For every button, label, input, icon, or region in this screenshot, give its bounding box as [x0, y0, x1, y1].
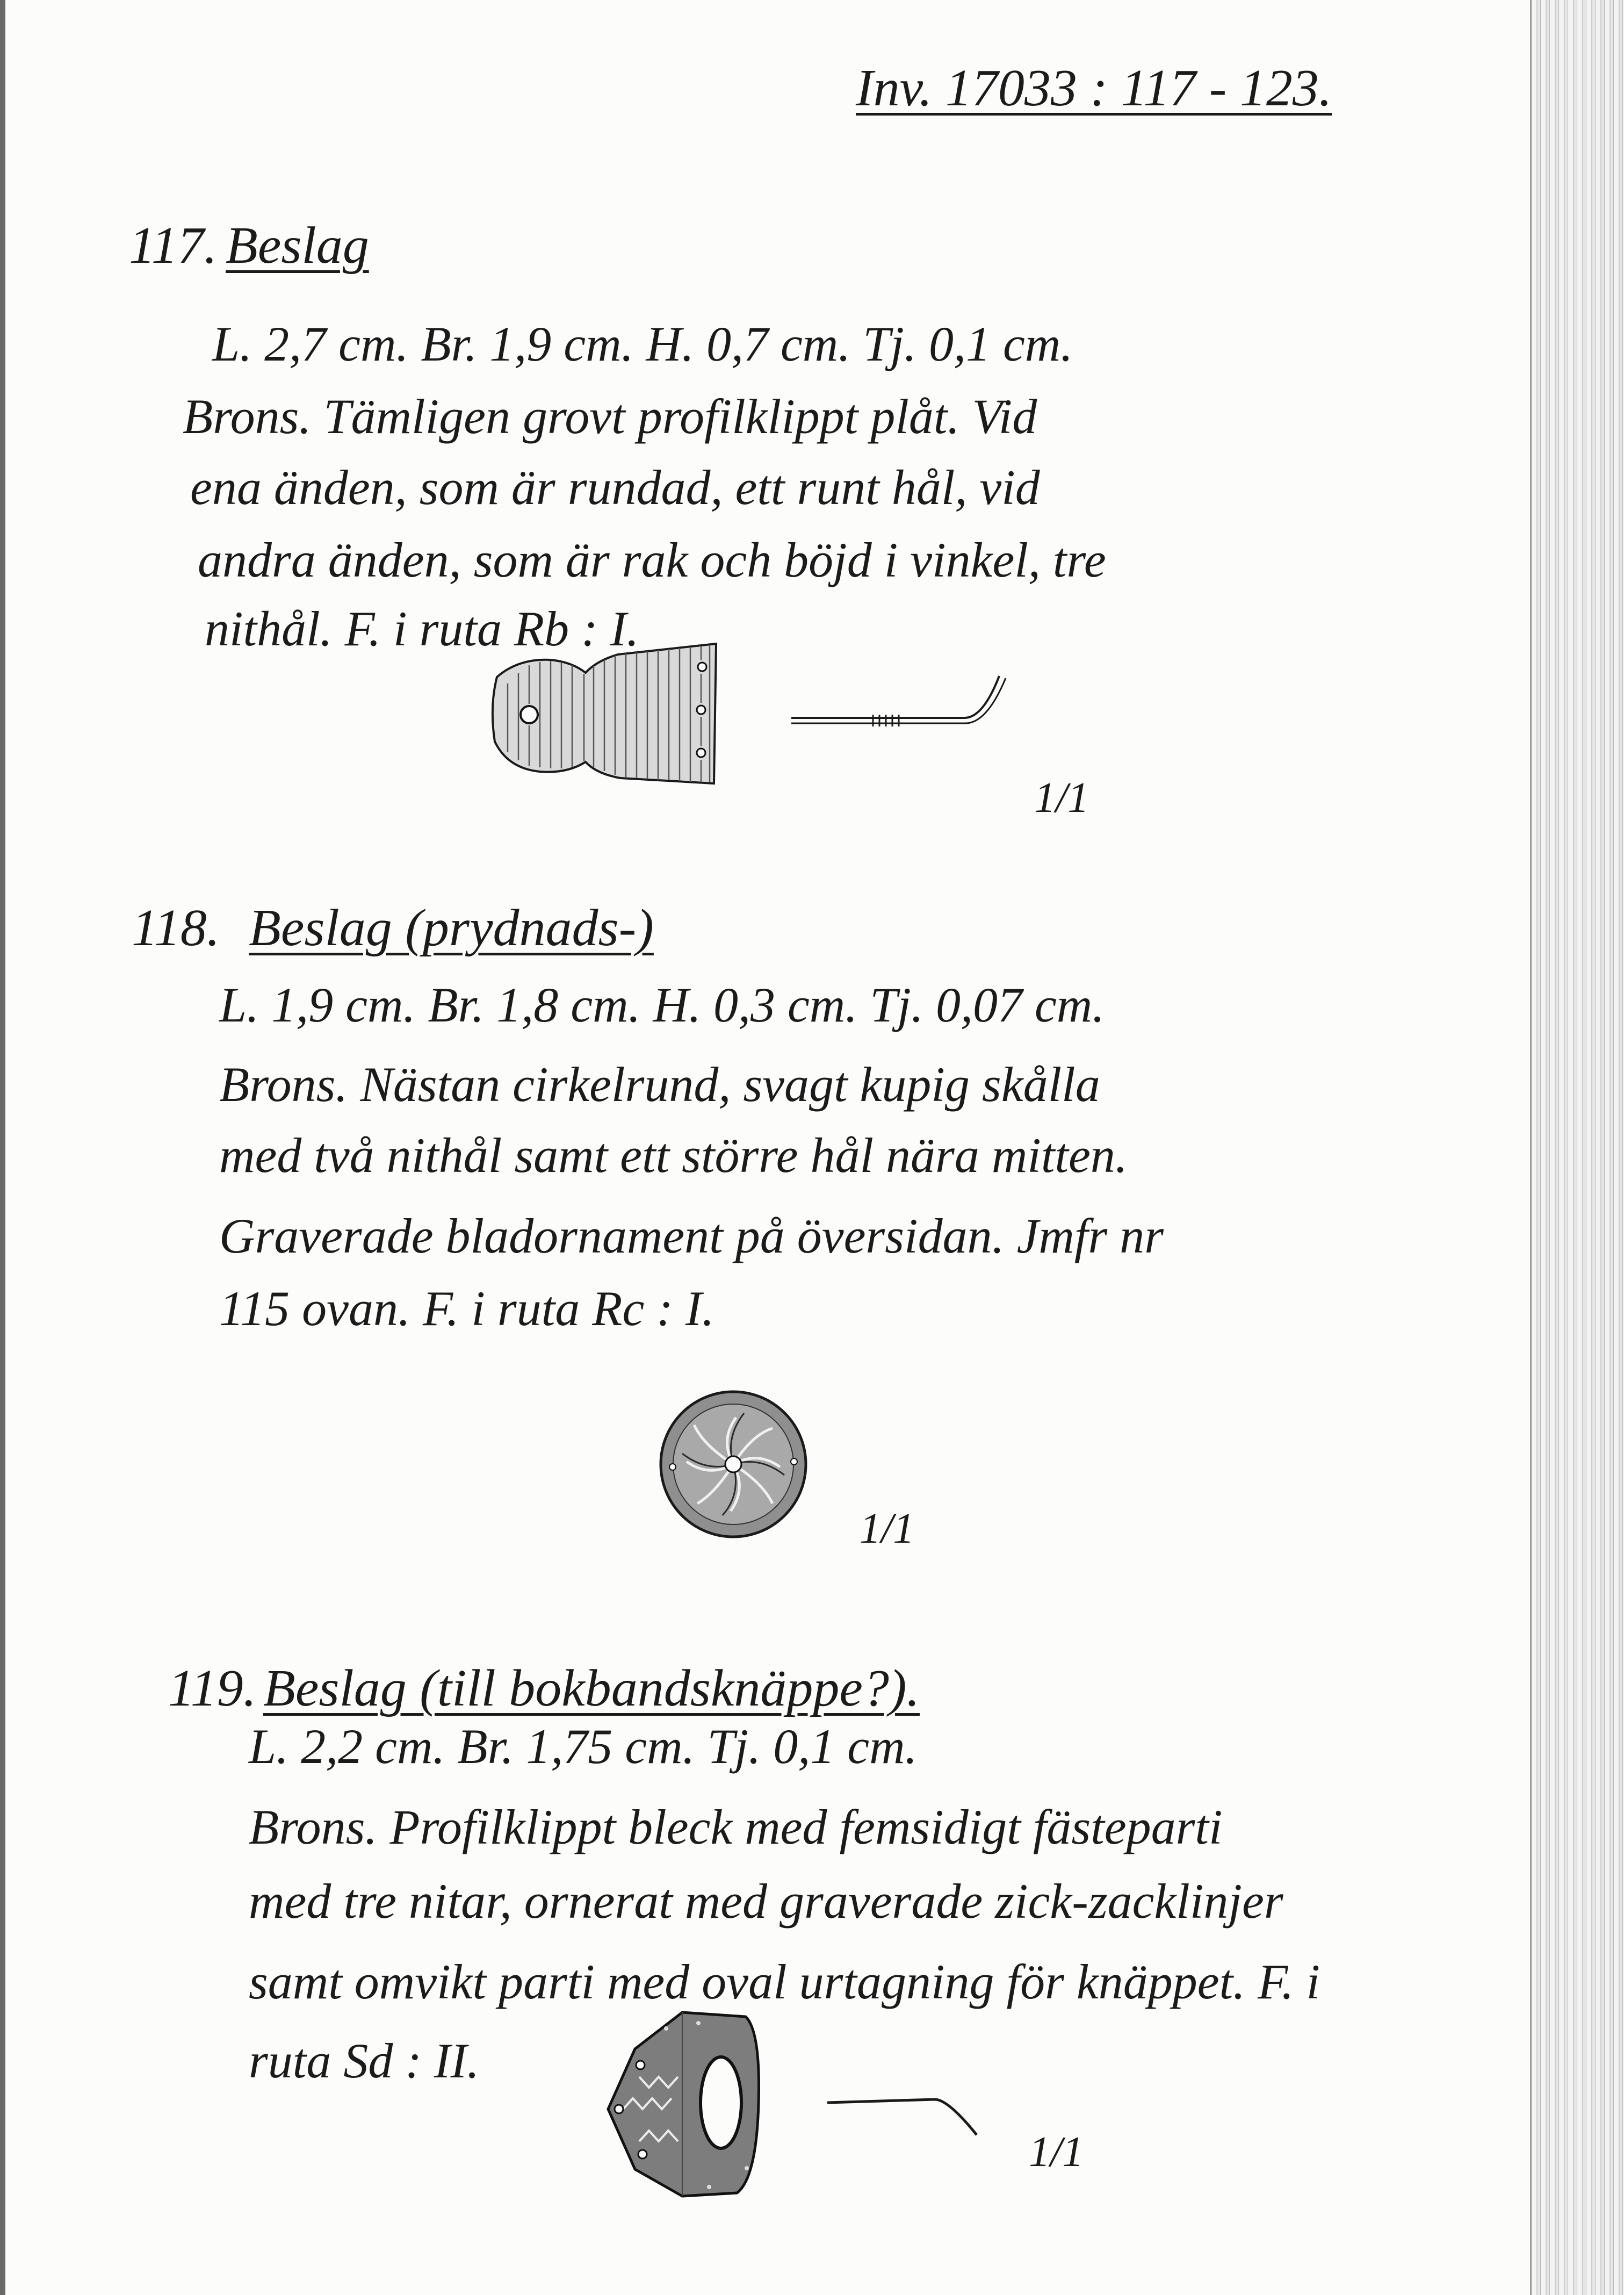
entry-number: 117.	[129, 217, 218, 275]
entry-line: samt omvikt parti med oval urtagning för knäppet. F. i	[249, 1954, 1320, 2009]
entry-line: Brons. Profilklippt bleck med femsidigt fästeparti	[249, 1800, 1223, 1854]
entry-title: Beslag (till bokbandsknäppe?).	[263, 1659, 920, 1717]
plate-drawing-119	[602, 2007, 763, 2200]
entry-line: 115 ovan. F. i ruta Rc : I.	[219, 1281, 714, 1336]
entry-line: andra änden, som är rak och böjd i vinkel, tre	[198, 533, 1106, 587]
entry-line: med tre nitar, ornerat med graverade zick-zacklinjer	[249, 1874, 1283, 1929]
entry-line: Brons. Nästan cirkelrund, svagt kupig skålla	[219, 1057, 1100, 1112]
book-page-edges	[1530, 0, 1624, 2295]
entry-line: ena änden, som är rundad, ett runt hål, vid	[190, 460, 1040, 515]
entry-line: L. 1,9 cm. Br. 1,8 cm. H. 0,3 cm. Tj. 0,07 cm.	[219, 977, 1105, 1032]
inventory-number: Inv. 17033 : 117 - 123.	[856, 59, 1332, 117]
entry-line: ruta Sd : II.	[249, 2033, 480, 2088]
entry-line: med två nithål samt ett större hål nära mitten.	[219, 1128, 1128, 1183]
entry-line: Brons. Tämligen grovt profilklippt plåt. Vid	[183, 389, 1037, 444]
entry-line: L. 2,7 cm. Br. 1,9 cm. H. 0,7 cm. Tj. 0,1 cm.	[212, 316, 1073, 371]
entry-number: 119.	[168, 1659, 257, 1717]
page-left-edge	[0, 0, 5, 2295]
scale-label: 1/1	[1034, 774, 1089, 822]
side-view-drawing-117	[787, 666, 1013, 731]
entry-line: Graverade bladornament på översidan. Jmfr nr	[219, 1208, 1164, 1263]
plate-drawing-117	[486, 639, 723, 795]
entry-line: nithål. F. i ruta Rb : I.	[205, 601, 639, 656]
scale-label: 1/1	[860, 1505, 915, 1552]
scale-label: 1/1	[1029, 2128, 1084, 2176]
entry-title: Beslag	[226, 217, 369, 275]
entry-number: 118.	[132, 899, 220, 957]
disc-drawing-118	[655, 1386, 811, 1542]
side-view-drawing-119	[822, 2088, 983, 2141]
entry-title: Beslag (prydnads-)	[249, 899, 654, 957]
entry-line: L. 2,2 cm. Br. 1,75 cm. Tj. 0,1 cm.	[249, 1719, 918, 1774]
